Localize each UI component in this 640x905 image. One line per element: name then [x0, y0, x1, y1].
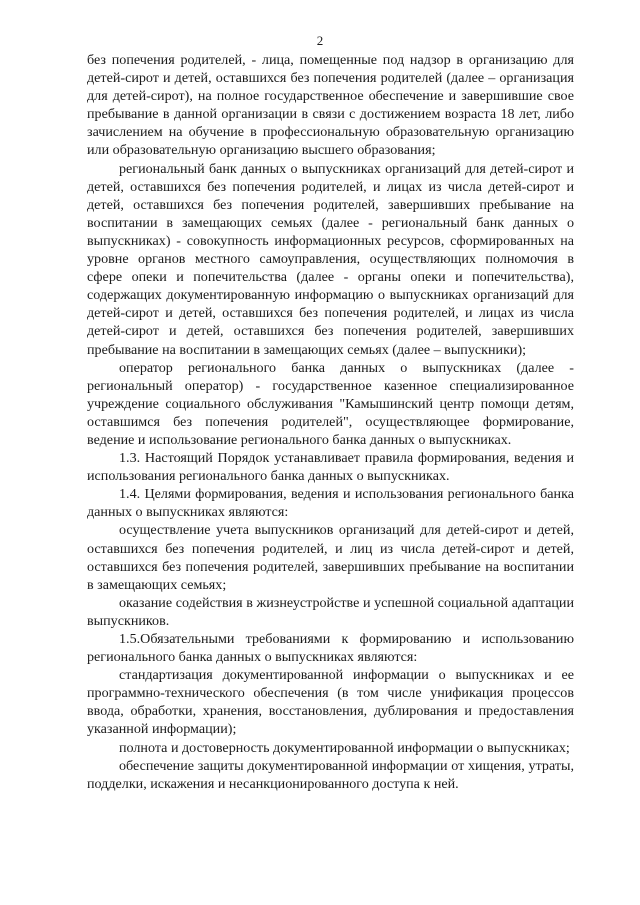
paragraph-requirement-standardization: стандартизация документированной информации о выпускниках и ее программно-технического обеспечения (в том числе унификация процессов ввода, обработки, хранения, восстановления, дублирования и предоставления указанной информации); — [87, 667, 574, 738]
paragraph-section-1-5: 1.5.Обязательными требованиями к формированию и использованию регионального банка данных о выпускниках являются: — [87, 631, 574, 666]
paragraph-graduates-definition-continued: без попечения родителей, - лица, помещенные под надзор в организацию для детей-сирот и детей, оставшихся без попечения родителей (далее – организация для детей-сирот), на полное государственное обеспечение и завершившие свое пребывание в данной организации в связи с достижением возраста 18 лет, либо зачислением на обучение в профессиональную образовательную организацию или образовательную организацию высшего образования; — [87, 52, 574, 159]
paragraph-goal-accounting: осуществление учета выпускников организаций для детей-сирот и детей, оставшихся без попечения родителей, и лиц из числа детей-сирот и детей, оставшихся без попечения родителей, завершивших пребывание на воспитании в замещающих семьях; — [87, 522, 574, 593]
paragraph-section-1-3: 1.3. Настоящий Порядок устанавливает правила формирования, ведения и использования регионального банка данных о выпускниках. — [87, 450, 574, 485]
paragraph-regional-operator-definition: оператор регионального банка данных о выпускниках (далее - региональный оператор) - государственное казенное специализированное учреждение социального обслуживания "Камышинский центр помощи детям, оставшимся без попечения родителей", осуществляющее формирование, ведение и использование регионального банка данных о выпускниках. — [87, 359, 574, 448]
page-number: 2 — [316, 33, 324, 48]
paragraph-regional-databank-definition: региональный банк данных о выпускниках организаций для детей-сирот и детей, оставшихся без попечения родителей, и лицах из числа детей-сирот и детей, оставшихся без попечения родителей, завершивших пребывание на воспитании в замещающих семьях (далее - региональный банк данных о выпускниках) - совокупность информационных ресурсов, сформированных на уровне органов местного самоуправления, осуществляющих полномочия в сфере опеки и попечительства (далее - органы опеки и попечительства), содержащих документированную информацию о выпускниках организаций для детей-сирот и детей, оставшихся без попечения родителей, и лицах из числа детей-сирот и детей, оставшихся без попечения родителей, завершивших пребывание на воспитании в замещающих семьях (далее – выпускники); — [87, 160, 574, 358]
paragraph-requirement-completeness: полнота и достоверность документированной информации о выпускниках; — [119, 739, 570, 756]
paragraph-goal-assistance: оказание содействия в жизнеустройстве и успешной социальной адаптации выпускников. — [87, 594, 574, 629]
paragraph-section-1-4: 1.4. Целями формирования, ведения и использования регионального банка данных о выпускниках являются: — [87, 486, 574, 521]
document-body — [87, 51, 574, 793]
paragraph-requirement-protection: обеспечение защиты документированной информации от хищения, утраты, подделки, искажения и несанкционированного доступа к ней. — [87, 757, 574, 792]
